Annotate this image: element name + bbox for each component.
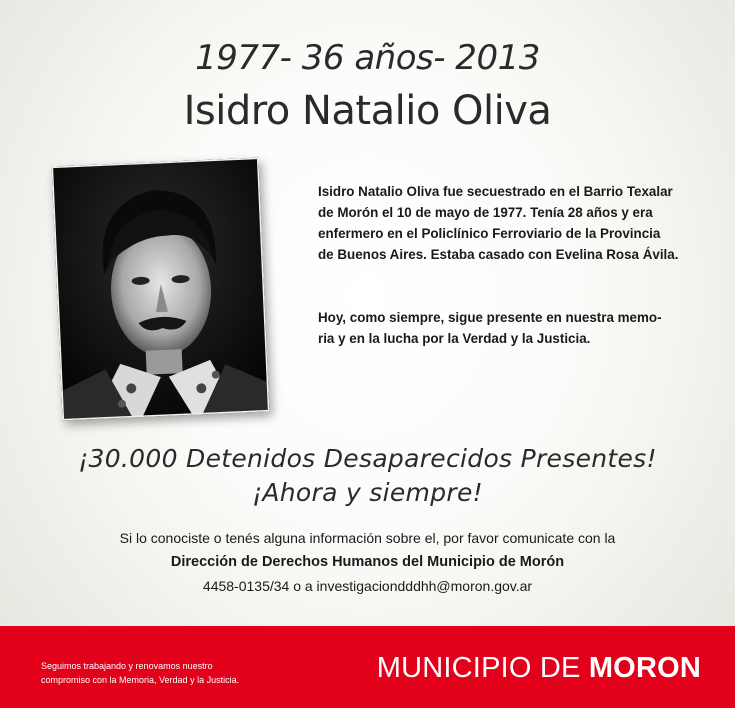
bio-text xyxy=(318,181,698,349)
slogan-line-1: ¡30.000 Detenidos Desaparecidos Presentes! xyxy=(78,444,657,473)
footer-note-line-1: Seguimos trabajando y renovamos nuestro xyxy=(41,661,213,671)
footer-bar xyxy=(0,626,735,708)
footer-note xyxy=(41,659,301,687)
portrait-photo xyxy=(52,158,270,421)
bio-paragraph-1: Isidro Natalio Oliva fue secuestrado en el Barrio Texalar de Morón el 10 de mayo de 1977. Tenía 28 años y era enfermero en el Policlínico Ferroviario de la Provincia de Buenos Aires. Estaba casado con Evelina Rosa Ávila. xyxy=(318,184,679,262)
years-heading: 1977- 36 años- 2013 xyxy=(195,38,540,78)
municipality-logo xyxy=(377,652,701,685)
person-name: Isidro Natalio Oliva xyxy=(183,88,552,134)
contact-office: Dirección de Derechos Humanos del Municipio de Morón xyxy=(170,554,565,570)
contact-phone-email: 4458-0135/34 o a investigaciondddhh@moron.gov.ar xyxy=(202,578,533,594)
contact-intro: Si lo conociste o tenés alguna información sobre el, por favor comunicate con la xyxy=(119,530,616,546)
brand-prefix: MUNICIPIO DE xyxy=(376,652,589,684)
brand-name: MORON xyxy=(588,652,701,684)
slogan-line-2: ¡Ahora y siempre! xyxy=(252,478,483,507)
footer-note-line-2: compromiso con la Memoria, Verdad y la Justicia. xyxy=(41,675,240,685)
bio-paragraph-2: Hoy, como siempre, sigue presente en nuestra memo- ria y en la lucha por la Verdad y la Justicia. xyxy=(318,310,662,346)
